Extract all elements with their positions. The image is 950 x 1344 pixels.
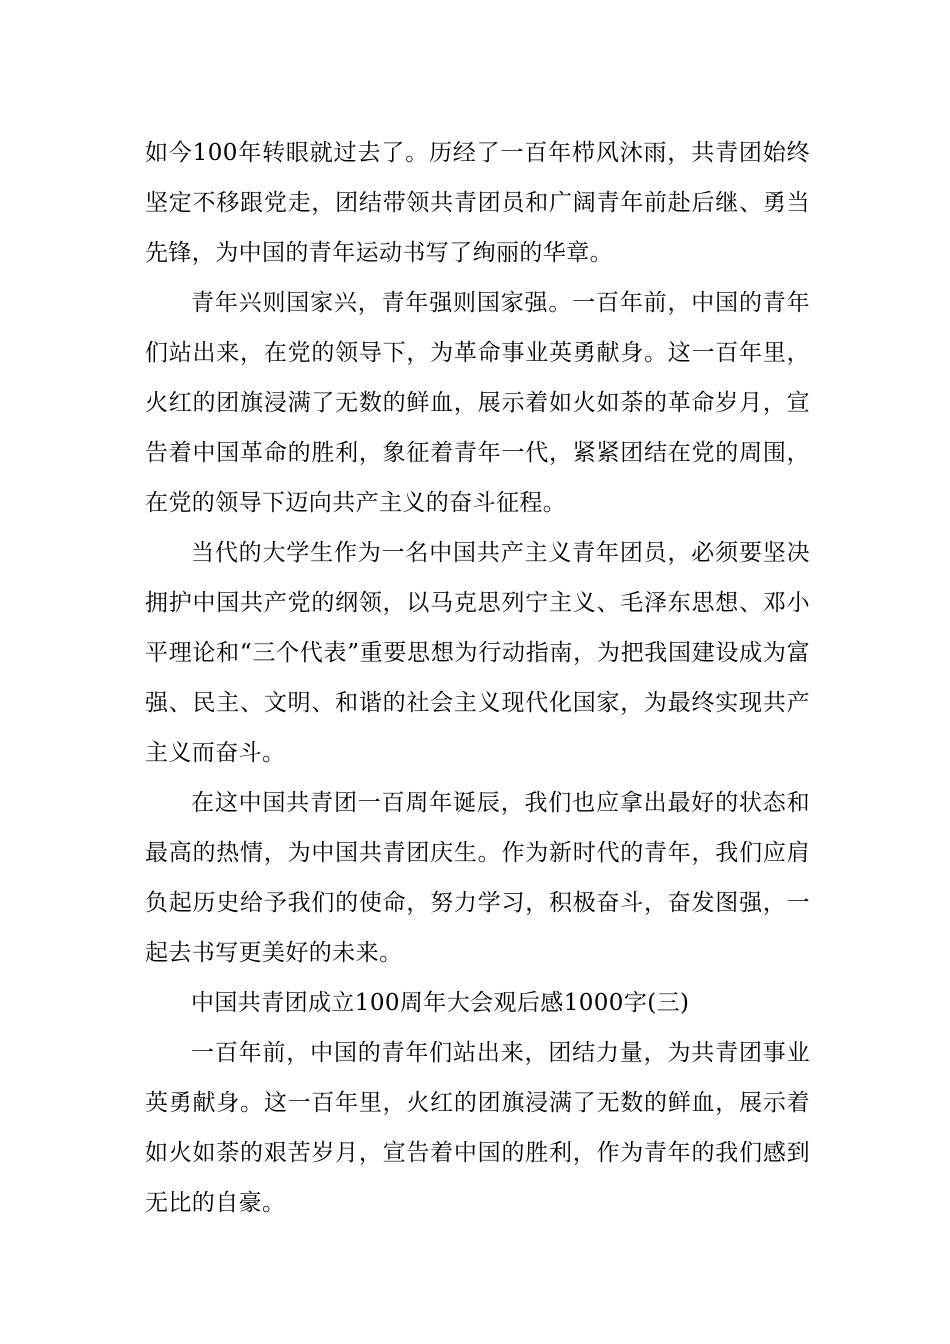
section-heading: 中国共青团成立100周年大会观后感1000字(三) — [191, 990, 690, 1016]
paragraph-4: 在这中国共青团一百周年诞辰，我们也应拿出最好的状态和最高的热情，为中国共青团庆生。作为新时代的青年，我们应肩负起历史给予我们的使命，努力学习，积极奋斗，奋发图强，一起去书写更美好的未来。 — [145, 790, 810, 966]
paragraph-5: 一百年前，中国的青年们站出来，团结力量，为共青团事业英勇献身。这一百年里，火红的团旗浸满了无数的鲜血，展示着如火如荼的艰苦岁月，宣告着中国的胜利，作为青年的我们感到无比的自豪。 — [145, 1040, 810, 1216]
paragraph-3: 当代的大学生作为一名中国共产主义青年团员，必须要坚决拥护中国共产党的纲领，以马克思列宁主义、毛泽东思想、邓小平理论和“三个代表”重要思想为行动指南，为把我国建设成为富强、民主、文明、和谐的社会主义现代化国家，为最终实现共产主义而奋斗。 — [145, 540, 810, 766]
paragraph-1: 如今100年转眼就过去了。历经了一百年栉风沐雨，共青团始终坚定不移跟党走，团结带领共青团员和广阔青年前赴后继、勇当先锋，为中国的青年运动书写了绚丽的华章。 — [145, 140, 810, 266]
document-body — [145, 128, 810, 1228]
paragraph-2: 青年兴则国家兴，青年强则国家强。一百年前，中国的青年们站出来，在党的领导下，为革命事业英勇献身。这一百年里，火红的团旗浸满了无数的鲜血，展示着如火如荼的革命岁月，宣告着中国革命的胜利，象征着青年一代，紧紧团结在党的周围，在党的领导下迈向共产主义的奋斗征程。 — [145, 290, 810, 516]
